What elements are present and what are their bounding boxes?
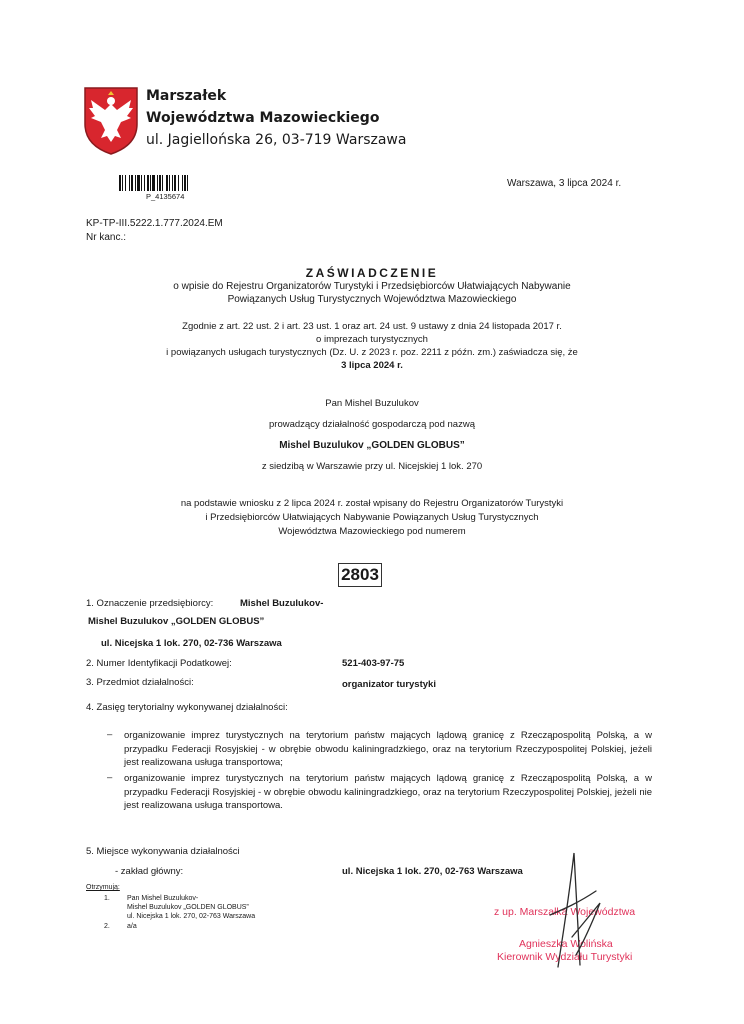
signature-stamp-line1: z up. Marszałka Województwa (494, 906, 636, 918)
barcode-bar (162, 175, 163, 191)
office-title-line2: Województwa Mazowieckiego (146, 110, 380, 126)
item-4-bullet-2: organizowanie imprez turystycznych na terytorium państw mających lądową granicę z Rzecząpospolitą Polską, a w przypadku Federacji Rosyjskiej - w obrębie obwodu kaliningradzkiego, oraz na terytorium Rzeczypospolitej Polskiej, jeżeli nie jest realizowana usługa transportowa. (124, 773, 652, 811)
barcode-bar (141, 175, 142, 191)
item-1-value-b: Mishel Buzulukov „GOLDEN GLOBUS” (88, 616, 265, 627)
entry-text-1: na podstawie wniosku z 2 lipca 2024 r. został wpisany do Rejestru Organizatorów Turystyki (180, 498, 564, 509)
document-subtitle-2: Powiązanych Usług Turystycznych Województwa Mazowieckiego (227, 294, 517, 305)
barcode-bar (144, 175, 145, 191)
recipient-1-line1: Pan Mishel Buzulukov- (127, 895, 199, 902)
coat-of-arms-icon (83, 86, 139, 156)
recipient-2-line1: a/a (127, 923, 137, 930)
item-1-value-a: Mishel Buzulukov- (240, 598, 324, 609)
legal-basis-1: Zgodnie z art. 22 ust. 2 i art. 23 ust. 1 oraz art. 24 ust. 9 ustawy z dnia 24 listopada 2017 r. (182, 321, 562, 332)
barcode-bar (125, 175, 126, 191)
item-5-sub-label: - zakład główny: (115, 866, 184, 877)
barcode-bar (119, 175, 121, 191)
barcode-bar (166, 175, 168, 191)
handwritten-signature (528, 845, 608, 975)
register-number: 2803 (338, 563, 382, 587)
barcode-bar (187, 175, 188, 191)
barcode (119, 175, 232, 191)
recipient-1-number: 1. (104, 895, 110, 902)
item-5-value: ul. Nicejska 1 lok. 270, 02-763 Warszawa (342, 866, 523, 877)
recipients-heading: Otrzymują: (86, 884, 120, 891)
activity-text: prowadzący działalność gospodarczą pod nazwą (269, 419, 475, 430)
item-3-label: 3. Przedmiot działalności: (86, 677, 194, 688)
company-name: Mishel Buzulukov „GOLDEN GLOBUS” (279, 440, 465, 451)
recipient-1-line3: ul. Nicejska 1 lok. 270, 02-763 Warszawa (127, 913, 256, 920)
recipient-2-number: 2. (104, 923, 110, 930)
item-3-value: organizator turystyki (342, 679, 436, 690)
barcode-bar (157, 175, 158, 191)
legal-basis-2: o imprezach turystycznych (316, 334, 428, 345)
item-2-label: 2. Numer Identyfikacji Podatkowej: (86, 658, 232, 669)
barcode-bar (152, 175, 155, 191)
barcode-bar (137, 175, 140, 191)
barcode-bar (129, 175, 130, 191)
barcode-number: P_4135674 (146, 192, 185, 201)
item-5-label: 5. Miejsce wykonywania działalności (86, 846, 240, 857)
item-1-value-c: ul. Nicejska 1 lok. 270, 02-736 Warszawa (101, 638, 282, 649)
barcode-bar (131, 175, 133, 191)
company-seat: z siedzibą w Warszawie przy ul. Nicejskiej 1 lok. 270 (261, 461, 483, 472)
case-number: KP-TP-III.5222.1.777.2024.EM (86, 218, 223, 229)
signature-stamp-line3: Kierownik Wydziału Turystyki (497, 951, 633, 963)
barcode-bar (135, 175, 136, 191)
bullet-dash-2: – (107, 772, 113, 783)
office-address: ul. Jagiellońska 26, 03-719 Warszawa (146, 132, 407, 148)
item-4-label: 4. Zasięg terytorialny wykonywanej działalności: (86, 702, 288, 713)
barcode-bar (172, 175, 173, 191)
entry-text-3: Województwa Mazowieckiego pod numerem (278, 526, 466, 537)
item-2-value: 521-403-97-75 (342, 658, 405, 669)
person-name: Pan Mishel Buzulukov (325, 398, 419, 409)
barcode-bar (182, 175, 183, 191)
entry-text-2: i Przedsiębiorców Ułatwiających Nabywanie Powiązanych Usług Turystycznych (205, 512, 539, 523)
document-title: ZAŚWIADCZENIE (305, 266, 439, 280)
barcode-bar (184, 175, 186, 191)
barcode-bar (169, 175, 170, 191)
barcode-bar (159, 175, 161, 191)
item-4-bullet-1: organizowanie imprez turystycznych na terytorium państw mających lądową granicę z Rzecząpospolitą Polską, a w przypadku Federacji Rosyjskiej - w obrębie obwodu kaliningradzkiego, oraz na terytorium Rzeczypospolitej Polskiej, jeżeli jest realizowana usługa transportowa; (124, 730, 652, 768)
place-date: Warszawa, 3 lipca 2024 r. (507, 178, 622, 189)
legal-basis-date: 3 lipca 2024 r. (341, 360, 403, 371)
barcode-bar (178, 175, 179, 191)
recipient-1-line2: Mishel Buzulukov „GOLDEN GLOBUS” (127, 904, 249, 911)
item-1-label: 1. Oznaczenie przedsiębiorcy: (86, 598, 214, 609)
barcode-bar (147, 175, 149, 191)
office-title-line1: Marszałek (146, 88, 227, 104)
barcode-bar (122, 175, 123, 191)
barcode-bar (174, 175, 176, 191)
nr-kanc: Nr kanc.: (86, 232, 127, 243)
document-subtitle-1: o wpisie do Rejestru Organizatorów Turystyki i Przedsiębiorców Ułatwiających Nabywanie (173, 281, 571, 292)
signature-stamp-line2: Agnieszka Wolińska (519, 938, 613, 950)
barcode-bar (150, 175, 151, 191)
bullet-dash-1: – (107, 729, 113, 740)
legal-basis-3: i powiązanych usługach turystycznych (Dz. U. z 2023 r. poz. 2211 z późn. zm.) zaświadcza się, że (166, 347, 578, 358)
